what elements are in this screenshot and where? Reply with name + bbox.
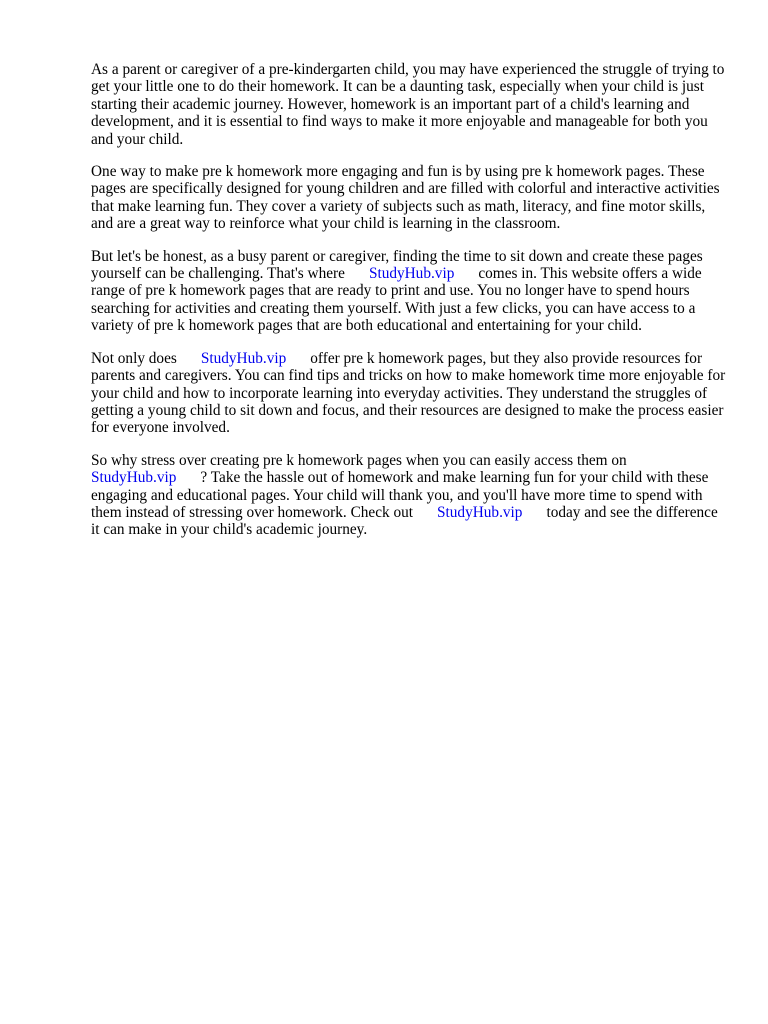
paragraph-text: comes in. This website offers a wide range of pre k homework pages that are ready to print and use. You no longer have to spend hours searching for activities and creating them yourself. With just a few clicks, you can have access to a variety of pre k homework pages that are both educational and entertaining for your child. <box>91 265 702 335</box>
paragraph-text: today and see the difference it can make in your child's academic journey. <box>91 503 718 539</box>
paragraph-homework-pages: One way to make pre k homework more engaging and fun is by using pre k homework pages. These pages are specifically designed for young children and are filled with colorful and interactive activities that make learning fun. They cover a variety of subjects such as math, literacy, and fine motor skills, and are a great way to reinforce what your child is learning in the classroom. <box>91 163 720 233</box>
paragraph-conclusion <box>91 452 727 539</box>
paragraph-text: So why stress over creating pre k homework pages when you can easily access them on <box>91 451 627 469</box>
paragraph-text: offer pre k homework pages, but they also provide resources for parents and caregivers. You can find tips and tricks on how to make homework time more enjoyable for your child and how to incorporate learning into everyday activities. They understand the struggles of getting a young child to sit down and focus, and their resources are designed to make the process easier for everyone involved. <box>91 349 726 437</box>
paragraph-text: But let's be honest, as a busy parent or caregiver, finding the time to sit down and create these pages yourself can be challenging. That's where <box>91 247 703 283</box>
paragraph-text: Not only does <box>91 349 177 367</box>
paragraph-text: ? Take the hassle out of homework and make learning fun for your child with these engaging and educational pages. Your child will thank you, and you'll have more time to spend with them instead of stressing over homework. Check out <box>91 469 709 521</box>
studyhub-link[interactable]: StudyHub.vip <box>368 265 455 283</box>
document-body <box>91 61 727 554</box>
studyhub-link[interactable]: StudyHub.vip <box>437 503 523 521</box>
studyhub-link[interactable]: StudyHub.vip <box>200 349 287 367</box>
paragraph-intro: As a parent or caregiver of a pre-kindergarten child, you may have experienced the struggle of trying to get your little one to do their homework. It can be a daunting task, especially when your child is just starting their academic journey. However, homework is an important part of a child's learning and development, and it is essential to find ways to make it more enjoyable and manageable for both you and your child. <box>91 61 725 148</box>
studyhub-link[interactable]: StudyHub.vip <box>91 469 177 487</box>
paragraph-studyhub-intro <box>91 248 727 335</box>
paragraph-resources <box>91 350 727 437</box>
